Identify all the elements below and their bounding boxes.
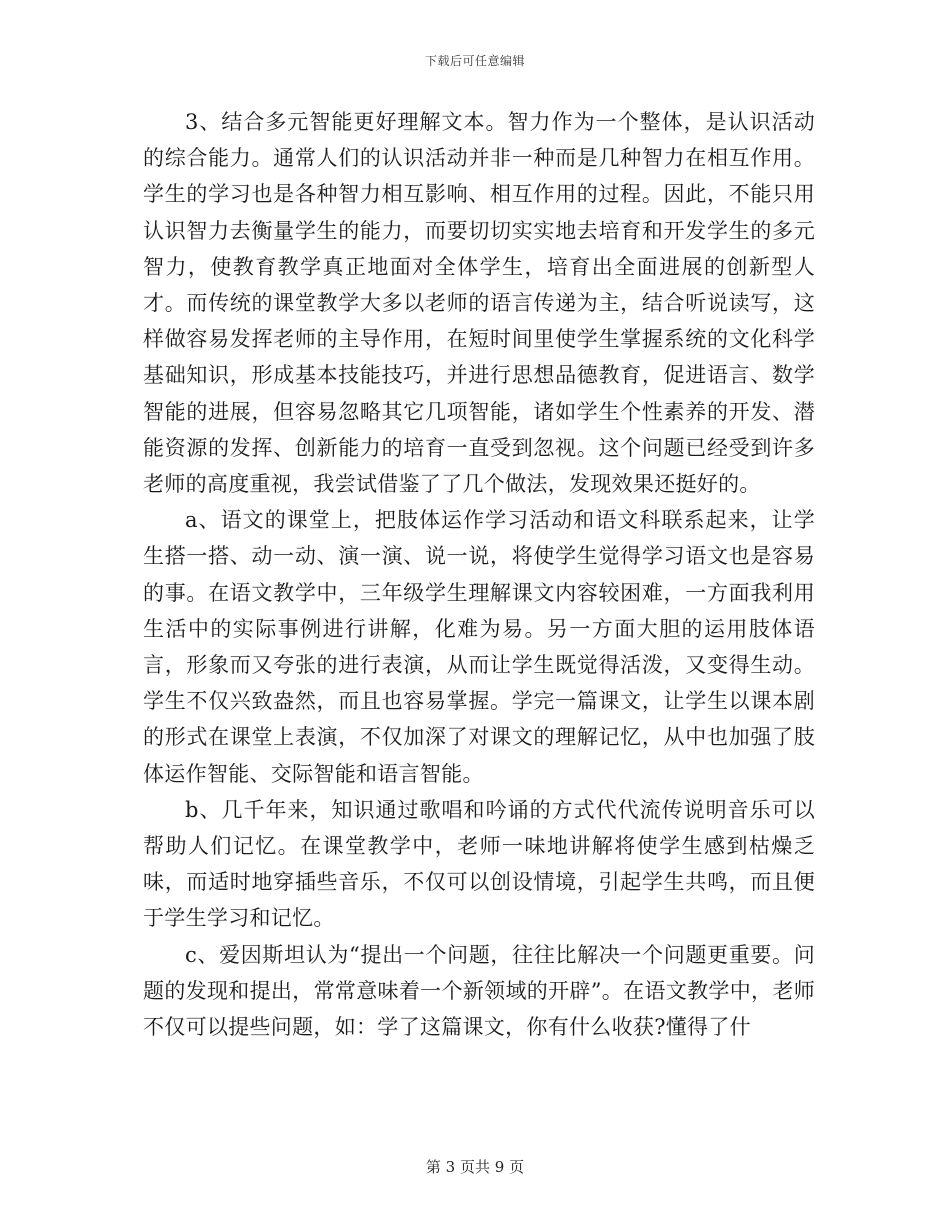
page-header: 下载后可任意编辑 [424, 54, 525, 68]
paragraph-questioning: c、爱因斯坦认为“提出一个问题，往往比解决一个问题更重要。问题的发现和提出，常常意味着一个新领域的开辟”。在语文教学中，老师不仅可以提些问题，如：学了这篇课文，你有什么收获?懂得了什 [143, 942, 815, 1040]
paragraph-music: b、几千年来，知识通过歌唱和吟诵的方式代代流传说明音乐可以帮助人们记忆。在课堂教学中，老师一味地讲解将使学生感到枯燥乏味，而适时地穿插些音乐，不仅可以创设情境，引起学生共鸣，而且便于学生学习和记忆。 [143, 797, 815, 931]
paragraph-body-movement: a、语文的课堂上，把肢体运作学习活动和语文科联系起来，让学生搭一搭、动一动、演一演、说一说，将使学生觉得学习语文也是容易的事。在语文教学中，三年级学生理解课文内容较困难，一方面我利用生活中的实际事例进行讲解，化难为易。另一方面大胆的运用肢体语言，形象而又夸张的进行表演，从而让学生既觉得活泼，又变得生动。学生不仅兴致盎然，而且也容易掌握。学完一篇课文，让学生以课本剧的形式在课堂上表演，不仅加深了对课文的理解记忆，从中也加强了肢体运作智能、交际智能和语言智能。 [143, 508, 815, 786]
paragraph-multiple-intelligences: 3、结合多元智能更好理解文本。智力作为一个整体，是认识活动的综合能力。通常人们的认识活动并非一种而是几种智力在相互作用。学生的学习也是各种智力相互影响、相互作用的过程。因此，不能只用认识智力去衡量学生的能力，而要切切实实地去培育和开发学生的多元智力，使教育教学真正地面对全体学生，培育出全面进展的创新型人才。而传统的课堂教学大多以老师的语言传递为主，结合听说读写，这样做容易发挥老师的主导作用，在短时间里使学生掌握系统的文化科学基础知识，形成基本技能技巧，并进行思想品德教育，促进语言、数学智能的进展，但容易忽略其它几项智能，诸如学生个性素养的开发、潜能资源的发挥、创新能力的培育一直受到忽视。这个问题已经受到许多老师的高度重视，我尝试借鉴了了几个做法，发现效果还挺好的。 [143, 110, 815, 497]
page-footer: 第 3 页共 9 页 [425, 1158, 525, 1176]
document-body [143, 104, 815, 1045]
